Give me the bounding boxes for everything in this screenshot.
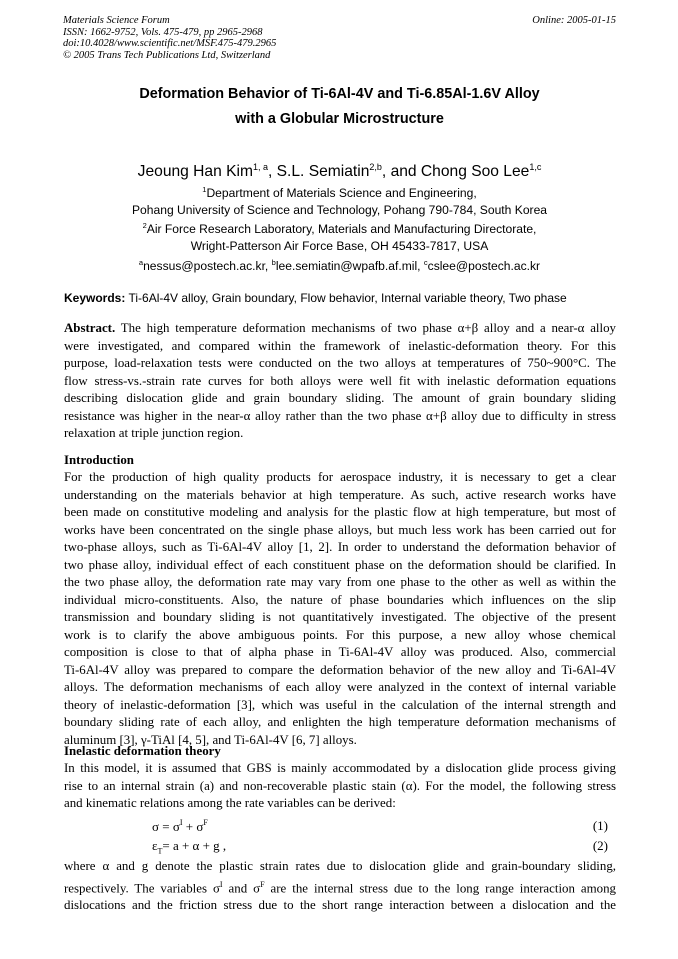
paper-title xyxy=(63,82,616,132)
text-span: respectively. The variables σ xyxy=(64,880,220,895)
keywords-label: Keywords: xyxy=(64,291,126,305)
affiliation-2 xyxy=(63,217,616,255)
text-span: where xyxy=(64,859,103,873)
abstract xyxy=(64,320,616,443)
keywords-text: Ti-6Al-4V alloy, Grain boundary, Flow behavior, Internal variable theory, Two phase xyxy=(125,291,567,305)
copyright-line: © 2005 Trans Tech Publications Ltd, Switzerland xyxy=(63,49,271,61)
intro-line: boundary sliding rate of each alloy, and enlighten the high temperature deformation mechanisms of xyxy=(64,715,616,729)
text-span: and xyxy=(109,859,142,873)
intro-line: Ti-6Al-4V alloy was prepared to compare the deformation behavior of the new alloy and Ti-6Al-4V xyxy=(64,662,616,677)
abstract-line: The high temperature deformation mechanisms of two phase α+β alloy and a near-α alloy xyxy=(115,321,616,335)
intro-line: transmission and boundary sliding is not quantitatively investigated. The objective of the present xyxy=(64,610,616,624)
aff1-line2: Pohang University of Science and Technology, Pohang 790-784, South Korea xyxy=(131,203,548,218)
online-date: Online: 2005-01-15 xyxy=(532,15,616,26)
eq1-number: (1) xyxy=(592,818,608,833)
intro-line: aluminum [3], γ-TiAl [4, 5], and Ti-6Al-4V [6, 7] alloys. xyxy=(64,732,357,747)
intro-line: works have been concentrated on the single phase alloys, but much less work has been carried out for xyxy=(64,522,616,537)
abstract-line: purpose, load-relaxation tests were conducted on the two alloys at temperatures of 750~900°C. The xyxy=(64,356,616,370)
continuation-line-2 xyxy=(64,876,616,898)
abstract-line: resistance was higher in the near-α alloy rather than the two phase α+β alloy due to difficulty in stress xyxy=(64,408,616,423)
theory-line: and kinematic relations among the rate variables can be derived: xyxy=(64,796,396,810)
eq1-sup-f: F xyxy=(203,818,208,827)
email-c-sup: c xyxy=(423,258,428,267)
affiliation-1 xyxy=(63,181,616,219)
abstract-line: were investigated, and compared within the framework of inelastic-deformation theory. For this xyxy=(64,338,616,353)
eq2-rest: = a + α + g , xyxy=(162,838,227,853)
theory-line: In this model, it is assumed that GBS is mainly accommodated by a dislocation glide process giving xyxy=(64,761,616,775)
author-3: , and Chong Soo Lee xyxy=(381,163,530,180)
sup-i: I xyxy=(219,879,223,889)
aff2-line2: Wright-Patterson Air Force Base, OH 45433-7817, USA xyxy=(190,239,489,254)
introduction-body xyxy=(64,469,616,749)
continuation-line-1 xyxy=(64,858,616,876)
eq2-number: (2) xyxy=(592,838,608,853)
aff2-line1: Air Force Research Laboratory, Materials and Manufacturing Directorate, xyxy=(146,222,537,236)
intro-line: two phase alloy, individual effect of each constituent phase on the deformation should be clarified. In xyxy=(64,557,616,572)
continuation-line-3: dislocations and the friction stress due to the short range interaction between a dislocation and the xyxy=(64,898,616,913)
title-line-2: with a Globular Microstructure xyxy=(235,111,444,127)
aff2-sup: 2 xyxy=(142,221,147,230)
issn-line: ISSN: 1662-9752, Vols. 475-479, pp 2965-2968 xyxy=(63,26,263,38)
theory-continuation xyxy=(64,858,616,915)
email-a-sup: a xyxy=(138,258,144,267)
equation-1 xyxy=(152,818,608,835)
text-span: are the internal stress due to the long range interaction among xyxy=(264,880,616,895)
keywords xyxy=(64,291,616,305)
intro-line: been made on constitutive modeling and analysis for the plastic flow at high temperature, but most of xyxy=(64,505,616,519)
intro-line: understanding on the materials behavior at high temperature. As such, active research works have xyxy=(64,487,616,502)
intro-line: work is to clarify the above ambiguous points. For this purpose, a new alloy whose chemical xyxy=(64,627,616,642)
author-1-sup: 1, a xyxy=(252,162,268,172)
journal-name: Materials Science Forum xyxy=(63,15,170,26)
eq1-lhs: σ = σ xyxy=(152,819,180,834)
author-2-sup: 2,b xyxy=(369,162,382,172)
intro-line: For the production of high quality products for aerospace industry, it is necessary to get a clear xyxy=(64,470,616,484)
text-span: denote the plastic strain rates due to dislocation glide and grain-boundary sliding, xyxy=(148,859,617,873)
eq2-epsilon: ε xyxy=(152,838,158,853)
aff1-line1: Department of Materials Science and Engineering, xyxy=(206,186,477,200)
intro-line: alloys. The deformation mechanisms of each alloy were analyzed in the context of internal variable xyxy=(64,680,616,694)
abstract-label: Abstract. xyxy=(64,321,116,335)
theory-heading: Inelastic deformation theory xyxy=(64,744,221,758)
eq1-sup-i: I xyxy=(179,818,183,827)
intro-line: the two phase alloy, the deformation rate may vary from one phase to the other as well as within the xyxy=(64,575,616,589)
sup-f: F xyxy=(260,879,265,889)
journal-header xyxy=(63,15,616,61)
author-2: , S.L. Semiatin xyxy=(267,163,370,180)
intro-line: composition is close to that of alpha phase in Ti-6Al-4V alloy was produced. Also, commercial xyxy=(64,645,616,659)
abstract-line: describing dislocation glide and grain boundary sliding. The amount of grain boundary sliding xyxy=(64,391,616,405)
email-line xyxy=(63,254,616,275)
author-3-sup: 1,c xyxy=(529,162,542,172)
doi-line: doi:10.4028/www.scientific.net/MSF.475-479.2965 xyxy=(63,38,277,49)
email-b-sup: b xyxy=(271,258,276,267)
author-1: Jeoung Han Kim xyxy=(137,163,253,180)
abstract-line: flow stress-vs.-strain rate curves for both alloys were well fit with inelastic deformation equations xyxy=(64,373,616,388)
aff1-sup: 1 xyxy=(202,185,207,194)
introduction-heading: Introduction xyxy=(64,453,134,467)
eq1-mid: + σ xyxy=(182,819,204,834)
intro-line: two-phase alloys, such as Ti-6Al-4V alloy [1, 2]. In order to understand the deformation behavior of xyxy=(64,540,616,554)
theory-body xyxy=(64,760,616,813)
author-list xyxy=(63,157,616,182)
abstract-line: relaxation at triple junction region. xyxy=(64,426,244,440)
text-span: and σ xyxy=(222,880,261,895)
email-b: lee.semiatin@wpafb.af.mil, xyxy=(275,259,424,273)
title-line-1: Deformation Behavior of Ti-6Al-4V and Ti-6.85Al-1.6V Alloy xyxy=(139,86,540,102)
eq2-sub-t: T xyxy=(157,846,163,856)
email-c: cslee@postech.ac.kr xyxy=(427,259,541,273)
alpha-dot-symbol: α xyxy=(102,859,110,873)
intro-line: individual micro-constituents. Also, the nature of phase boundaries which influences on the slip xyxy=(64,592,616,607)
intro-line: theory of inelastic-deformation [3], which was useful in the calculation of the internal strength and xyxy=(64,697,616,712)
equation-2 xyxy=(152,838,608,856)
email-a: nessus@postech.ac.kr, xyxy=(143,259,272,273)
g-dot-symbol: g xyxy=(141,859,149,873)
theory-line: rise to an internal strain (a) and non-recoverable plastic stain (α). For the model, the following stress xyxy=(64,778,616,793)
